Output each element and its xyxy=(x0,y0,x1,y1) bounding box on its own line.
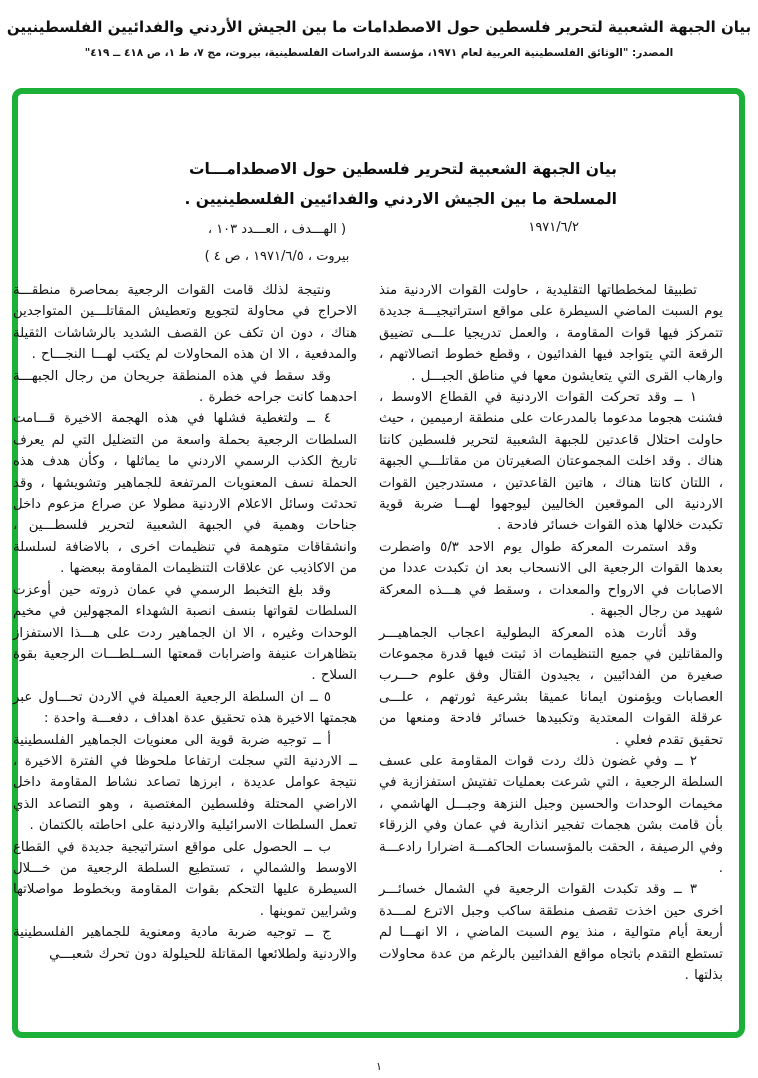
dateline xyxy=(18,216,739,276)
page-number: ١ xyxy=(376,1060,382,1073)
statement-title xyxy=(167,154,617,214)
paragraph: ٣ ــ وقد تكبدت القوات الرجعية في الشمال خسائـــر اخرى حين اخذت تقصف منطقة ساكب وجبل الاترع لمـــدة أربعة أيام متوالية ، منذ يوم السبت الماضي ، الا انهـــا لم تستطع التقدم باتجاه مواقع الفدائيين بالرغم من عدة محاولات بذلتها . xyxy=(379,882,723,983)
paragraph: ج ــ توجيه ضربة مادية ومعنوية للجماهير الفلسطينية والاردنية ولطلائعها المقاتلة للحيلولة دون تحرك شعبـــي xyxy=(13,925,357,962)
paragraph: ونتيجة لذلك قامت القوات الرجعية بمحاصرة منطقـــة الاحراج في محاولة لتجويع وتعطيش المقاتلـــين المتواجدين هناك ، دون ان تكف عن القصف الشديد بالرشاشات الثقيلة والمدفعية ، الا ان هذه المحاولات لم يكتب لهـــا النجـــاح . xyxy=(13,283,357,363)
paragraph: ٥ ــ ان السلطة الرجعية العميلة في الاردن تحـــاول عبر هجمتها الاخيرة هذه تحقيق عدة اهداف ، دفعـــة واحدة : xyxy=(13,689,357,727)
column-left xyxy=(13,280,357,1026)
header-source-citation: المصدر: "الوثائق الفلسطينية العربية لعام ١٩٧١، مؤسسة الدراسات الفلسطينية، بيروت، مج ٧، ط ١، ص ٤١٨ ــ ٤١٩" xyxy=(84,47,674,59)
paragraph: وقد سقط في هذه المنطقة جريحان من رجال الجبهـــة احدهما كانت جراحه خطرة . xyxy=(13,368,357,406)
statement-title-line2: المسلحة ما بين الجيش الاردني والفدائيين الفلسطينيين . xyxy=(184,190,617,208)
statement-title-line1: بيان الجبهة الشعبية لتحرير فلسطين حول الاصطدامـــات xyxy=(188,160,617,178)
column-right xyxy=(379,280,723,1026)
body-columns xyxy=(13,280,739,1026)
paragraph: ١ ــ وقد تحركت القوات الاردنية في القطاع الاوسط ، فشنت هجوما مدعوما بالمدرعات على منطقة ارميمين ، حيث حاولت احتلال قاعدتين للجبهة الشعبية لتحرير فلسطين كانتا هناك . وقد اخلت المجموعتان الصغيرتان من مقاتلـــي الجبهة ، اللتان كانتا هناك ، هاتين القاعدتين ، مستدرجين القوات الاردنية الى الموقعين الخاليين ليوجهوا لهـــا ضربة قوية تكبدت خلالها هذه القوات خسائر فادحة . xyxy=(379,390,723,534)
paragraph: وقد بلغ التخبط الرسمي في عمان ذروته حين أوعزت السلطات لقواتها بنسف انصبة الشهداء المجهولين في مخيم الوحدات وغيره ، الا ان الجماهير ردت على هـــذا الاستفزاز بتظاهرات عنيفة واضرابات قمعتها الســلطـــات الرجعية بقوة السلاح . xyxy=(13,582,357,684)
reference-line1: ( الهـــدف ، العـــدد ١٠٣ ، xyxy=(207,222,347,237)
paragraph: تطبيقا لمخططاتها التقليدية ، حاولت القوات الاردنية منذ يوم السبت الماضي السيطرة على مواقع استراتيجيـــة جديدة تتمركز فيها قوات المقاومة ، والعمل تدريجيا علـــى تضييق الرقعة التي يتواجد فيها الفدائيون ، وقطع خطوط اتصالاتهم ، وارهاب القرى التي يتعايشون معها في مناطق الجبـــل . xyxy=(379,283,723,384)
green-border-frame xyxy=(12,88,745,1038)
paragraph: ٢ ــ وفي غضون ذلك ردت قوات المقاومة على عسف السلطة الرجعية ، التي شرعت بعمليات تفتيش استفزازية في مخيمات الوحدات والحسين وجبل النزهة وجبـــل الهاشمي ، بأن قامت بشن هجمات تفجير انذارية في عمان وفي الزرقاء وفي الرصيفة ، الحقت بالمؤسسات الحاكمـــة اضرارا رادعـــة . xyxy=(379,753,723,876)
paragraph: ٤ ــ ولتغطية فشلها في هذه الهجمة الاخيرة قـــامت السلطات الرجعية بحملة واسعة من التضليل التي لم يعرف تاريخ الكذب الرسمي الاردني ما يماثلها ، وكأن هدف هذه الحملة نسف المعنويات المرتفعة للجماهير وتشويشها ، وقد تحدثت وسائل الاعلام الاردنية مطولا عن صراع مزعوم داخل جناحات وهمية في الجبهة الشعبية لتحرير فلسطـــين ، وانشقاقات متوهمة في تنظيمات اخرى ، بالاضافة لسلسلة من الاكاذيب عن علاقات التنظيمات المقاومة ببعضها . xyxy=(13,411,357,577)
header-title: بيان الجبهة الشعبية لتحرير فلسطين حول الاصطدامات ما بين الجيش الأردني والفدائيين الفلسطينيين xyxy=(6,18,752,36)
paragraph: ب ــ الحصول على مواقع استراتيجية جديدة في القطاع الاوسط والشمالي ، تستطيع السلطة الرجعية من خـــلال السيطرة عليها التحكم بقوات المقاومة وبخطوط مواصلاتها وشرايين تموينها . xyxy=(13,839,357,919)
statement-date: ١٩٧١/٦/٢ xyxy=(528,220,579,235)
paragraph: أ ــ توجيه ضربة قوية الى معنويات الجماهير الفلسطينية ــ الاردنية التي سجلت ارتفاعا ملحوظا في الفترة الاخيرة ، نتيجة عوامل عديدة ، ابرزها تصاعد نشاط المقاومة داخل الاراضي المحتلة وفلسطين المغتصبة ، وهو التصاعد الذي تعمل السلطات الاسرائيلية والاردنية على احاطته بالكتمان . xyxy=(13,732,357,834)
paragraph: وقد أثارت هذه المعركة البطولية اعجاب الجماهيـــر والمقاتلين في جميع التنظيمات اذ ثبتت فيها قدرة مجموعات صغيرة من الفدائيين ، يجيدون القتال وفق علوم حـــرب العصابات ويؤمنون ايمانا عميقا بشرعية ثورتهم ، علـــى عرقلة القوات المعتدية وتكبيدها خسائر فادحة ومنعها من تحقيق تقدم فعلي . xyxy=(379,625,723,748)
paragraph: وقد استمرت المعركة طوال يوم الاحد ٥/٣ واضطرت بعدها القوات الرجعية الى الانسحاب بعد ان تكبدت عددا من الاصابات في الارواح والمعدات ، وسقط في هـــذه المعركة شهيد من رجال الجبهة . xyxy=(379,539,723,620)
publication-reference xyxy=(187,216,367,270)
reference-line2: بيروت ، ١٩٧١/٦/٥ ، ص ٤ ) xyxy=(204,249,350,264)
document-header xyxy=(0,16,758,59)
